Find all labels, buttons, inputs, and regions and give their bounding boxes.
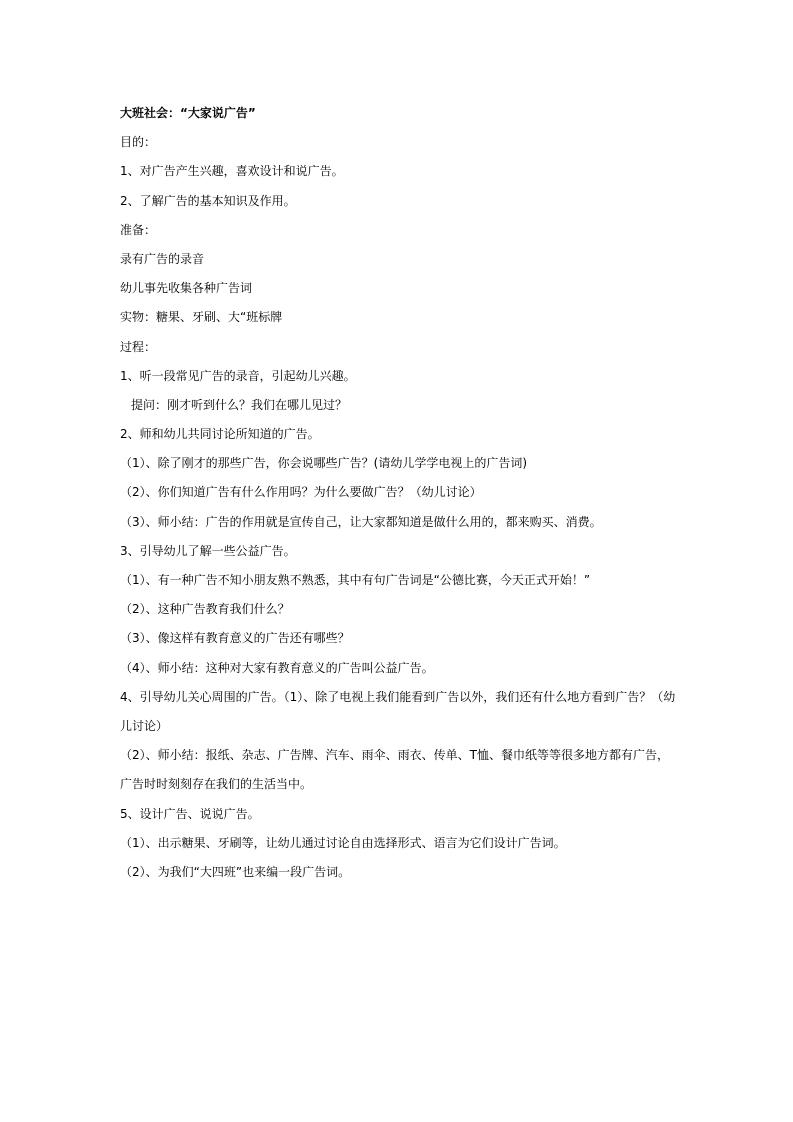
process-step-2: 2、师和幼儿共同讨论所知道的广告。 bbox=[120, 427, 320, 442]
process-step-3-sub-3: （3）、像这样有教育意义的广告还有哪些？ bbox=[120, 631, 350, 646]
process-step-3-sub-1: （1）、有一种广告不知小朋友熟不熟悉，其中有句广告词是“公德比赛，今天正式开始！” bbox=[120, 573, 591, 587]
process-step-3: 3、引导幼儿了解一些公益广告。 bbox=[120, 543, 296, 558]
process-step-5: 5、设计广告、说说广告。 bbox=[120, 806, 260, 821]
goal-item-1: 1、对广告产生兴趣，喜欢设计和说广告。 bbox=[120, 164, 344, 179]
process-step-5-sub-2: （2）、为我们“大四班”也来编一段广告词。 bbox=[120, 864, 351, 879]
section-heading-process: 过程： bbox=[120, 339, 157, 354]
process-step-2-sub-3: （3）、师小结：广告的作用就是宣传自己，让大家都知道是做什么用的，都来购买、消费。 bbox=[120, 514, 602, 529]
process-step-4-sub-2: （2）、师小结：报纸、杂志、广告牌、汽车、雨伞、雨衣、传单、T恤、餐巾纸等等很多地方都有广告， bbox=[120, 748, 669, 763]
process-step-2-sub-1: （1）、除了刚才的那些广告，你会说哪些广告？(请幼儿学学电视上的广告词) bbox=[120, 456, 528, 471]
process-step-4-continued: 儿讨论） bbox=[120, 718, 169, 733]
process-step-2-sub-2: （2）、你们知道广告有什么作用吗？为什么要做广告？（幼儿讨论） bbox=[120, 485, 482, 500]
process-step-4: 4、引导幼儿关心周围的广告。（1）、除了电视上我们能看到广告以外，我们还有什么地方看到广告？（幼 bbox=[120, 689, 676, 704]
goal-item-2: 2、了解广告的基本知识及作用。 bbox=[120, 193, 296, 208]
process-step-1: 1、听一段常见广告的录音，引起幼儿兴趣。 bbox=[120, 368, 356, 383]
process-step-3-sub-4: （4）、师小结：这种对大家有教育意义的广告叫公益广告。 bbox=[120, 660, 434, 675]
section-heading-preparation: 准备： bbox=[120, 222, 157, 237]
process-step-5-sub-1: （1）、出示糖果、牙刷等，让幼儿通过讨论自由选择形式、语言为它们设计广告词。 bbox=[120, 835, 566, 850]
preparation-item-2: 幼儿事先收集各种广告词 bbox=[120, 281, 253, 296]
preparation-item-1: 录有广告的录音 bbox=[120, 251, 205, 266]
process-step-4-sub-2-continued: 广告时时刻刻存在我们的生活当中。 bbox=[120, 777, 313, 792]
document-body bbox=[120, 99, 680, 887]
section-heading-goals: 目的： bbox=[120, 135, 157, 150]
preparation-item-3: 实物：糖果、牙刷、大“班标牌 bbox=[120, 310, 283, 325]
process-step-1-question: 提问：刚才听到什么？我们在哪儿见过？ bbox=[131, 397, 348, 412]
process-step-3-sub-2: （2）、这种广告教育我们什么？ bbox=[120, 602, 290, 617]
document-title: 大班社会：“大家说广告” bbox=[120, 106, 256, 120]
